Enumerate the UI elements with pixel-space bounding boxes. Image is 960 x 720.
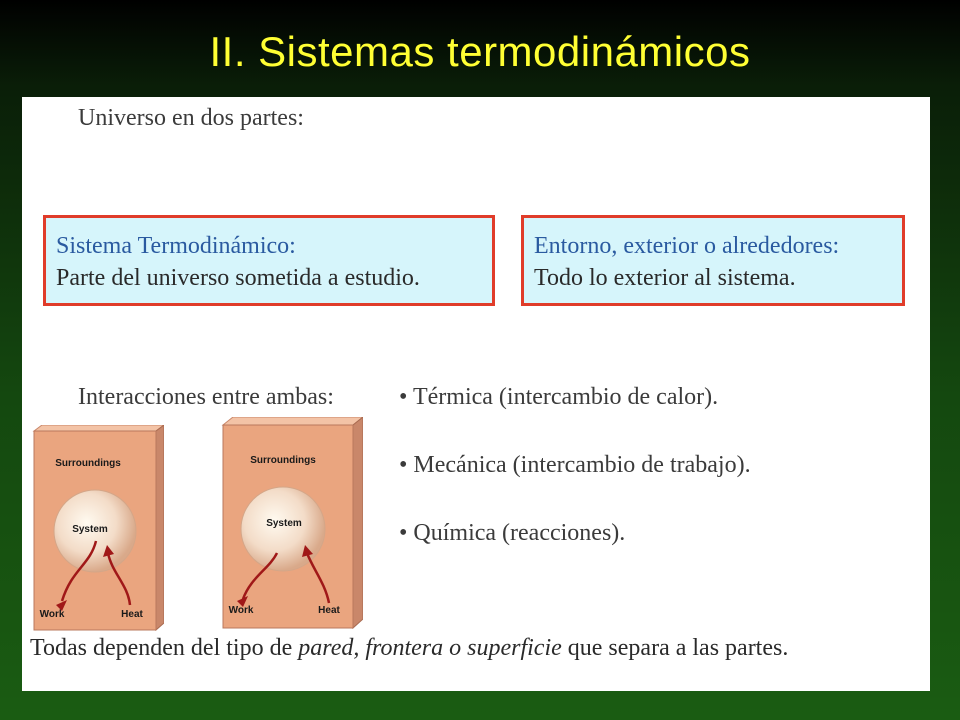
bullet-thermal: • Térmica (intercambio de calor). [399,384,719,410]
heat-label: Heat [318,605,340,616]
footer-emphasis: pared, frontera o superficie [298,635,562,661]
surroundings-definition-box [521,215,905,306]
surroundings-label: Surroundings [55,458,121,469]
footer-pre: Todas dependen del tipo de [30,635,299,661]
bullet-chemical: • Química (reacciones). [399,520,626,546]
work-label: Work [228,605,254,616]
surroundings-definition-heading: Entorno, exterior o alrededores: [534,233,840,259]
heat-label: Heat [121,609,143,620]
slide-title: II. Sistemas termodinámicos [209,28,751,75]
intro-text: Universo en dos partes: [78,105,304,131]
system-definition-heading: Sistema Termodinámico: [56,233,296,259]
system-sphere-icon [241,487,325,571]
system-definition-body: Parte del universo sometida a estudio. [56,265,420,291]
footer-note [30,635,788,662]
bullet-mechanical: • Mecánica (intercambio de trabajo). [399,452,751,478]
surroundings-definition-body: Todo lo exterior al sistema. [534,265,796,291]
work-label: Work [39,609,65,620]
surroundings-label: Surroundings [250,455,316,466]
system-label: System [266,518,302,529]
system-diagram-right [221,417,363,629]
system-definition-box [43,215,495,306]
system-diagram-left [32,425,164,631]
content-panel [22,97,930,691]
system-label: System [72,524,108,535]
interactions-label: Interacciones entre ambas: [78,384,334,410]
footer-post: que separa a las partes. [561,635,789,661]
